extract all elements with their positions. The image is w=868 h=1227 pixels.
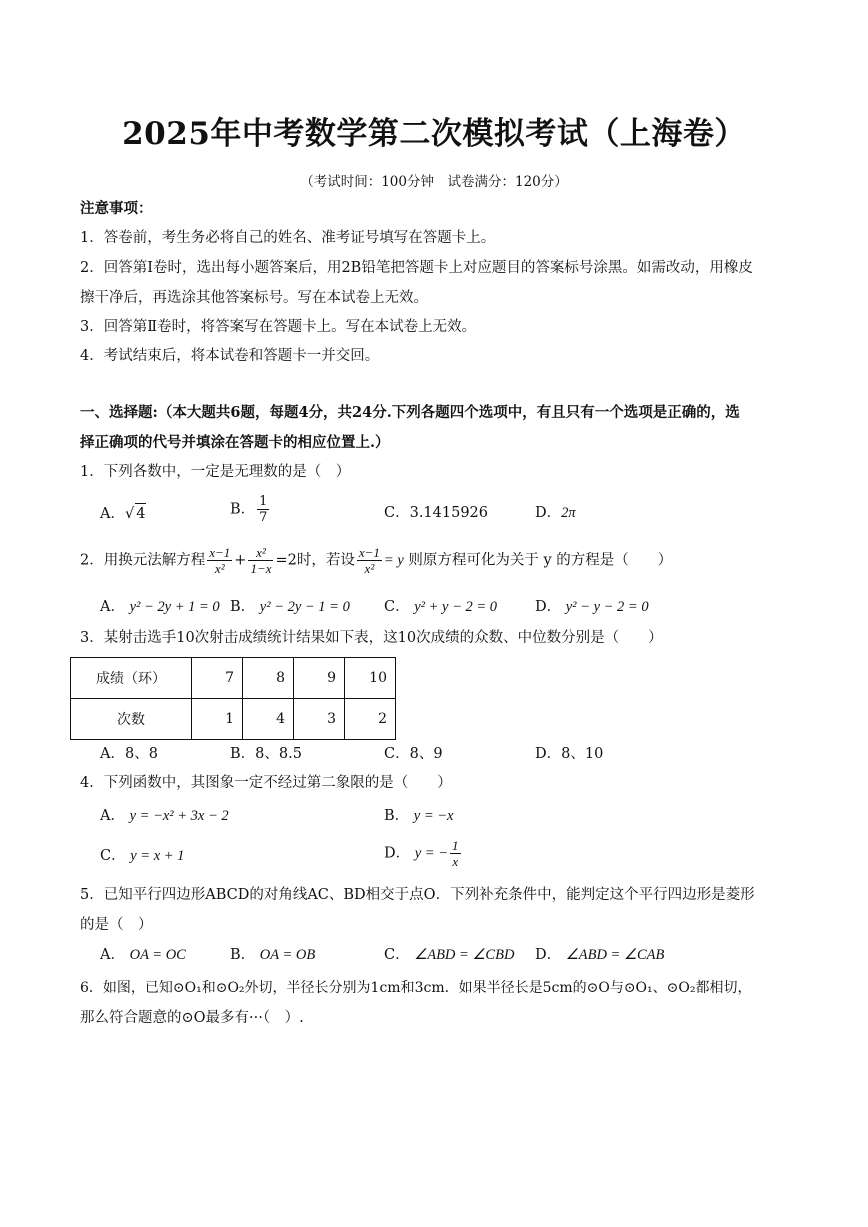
plus-sign: +	[234, 552, 247, 569]
math-expr: y = −	[414, 845, 449, 862]
radicand: 4	[135, 503, 146, 524]
q5-stem-line2: 的是（ ）	[80, 917, 153, 933]
q2-option-d	[535, 597, 649, 617]
q4-option-a	[100, 806, 229, 826]
q1-stem: 1．下列各数中，一定是无理数的是（ ）	[80, 464, 351, 480]
option-label: B．	[230, 599, 256, 615]
q2-stem	[80, 545, 672, 576]
math-expr: OA = OB	[259, 947, 316, 963]
table-cell: 1	[192, 699, 243, 740]
option-label: D．	[535, 599, 562, 615]
table-row	[71, 699, 396, 740]
page-title: 2025年中考数学第二次模拟考试（上海卷）	[122, 116, 746, 152]
fraction: $\frac{1}{7}$	[259, 494, 268, 525]
math-expr: = y	[383, 552, 404, 569]
q1-option-b	[230, 494, 271, 525]
q2-option-c	[384, 597, 497, 617]
option-label: B．	[230, 501, 256, 518]
q3-option-b: B．8、8.5	[230, 746, 302, 762]
fraction: $\frac{x-1}{\text{x²}}$	[209, 545, 231, 576]
option-label: A．	[100, 947, 125, 963]
q4-option-b	[384, 806, 453, 826]
notice-item-2: 2．回答第Ⅰ卷时，选出每小题答案后，用2B铅笔把答题卡上对应题目的答案标号涂黑。如需改动，用橡皮	[80, 260, 753, 276]
option-label: B．	[384, 808, 410, 824]
notice-item-4: 4．考试结束后，将本试卷和答题卡一并交回。	[80, 348, 380, 364]
q2-option-a	[100, 597, 220, 617]
table-cell: 9	[294, 658, 345, 699]
math-expr: 2π	[561, 505, 576, 521]
option-label: D．	[535, 505, 562, 521]
q5-option-c	[384, 945, 514, 965]
table-cell: 3	[294, 699, 345, 740]
stem-text: =2时，若设	[275, 552, 355, 569]
sqrt-symbol: √ 4	[125, 503, 146, 524]
math-expr: y = −x² + 3x − 2	[129, 808, 229, 824]
math-expr: ∠ABD = ∠CBD	[414, 947, 515, 963]
option-label: C．	[384, 947, 410, 963]
table-cell: 10	[345, 658, 396, 699]
option-label: D．	[384, 845, 411, 862]
math-expr: y² − 2y + 1 = 0	[129, 599, 220, 615]
q3-option-c: C．8、9	[384, 746, 443, 762]
q5-stem-line1: 5．已知平行四边形ABCD的对角线AC、BD相交于点O．下列补充条件中，能判定这个平行四边形是菱形	[80, 887, 755, 903]
q1-option-c: C．3.1415926	[384, 505, 489, 521]
q4-stem: 4．下列函数中，其图象一定不经过第二象限的是（ ）	[80, 775, 452, 791]
fraction: $\frac{\text{x²}}{1-x}$	[250, 545, 272, 576]
fraction: $\frac{1}{x}$	[452, 838, 459, 869]
q5-option-a	[100, 945, 186, 965]
table-row	[71, 658, 396, 699]
q1-option-d	[535, 503, 576, 523]
table-header-cell: 次数	[71, 699, 192, 740]
math-expr: y² − y − 2 = 0	[565, 599, 649, 615]
table-cell: 4	[243, 699, 294, 740]
math-expr: y² + y − 2 = 0	[414, 599, 498, 615]
q2-option-b	[230, 597, 350, 617]
q5-option-b	[230, 945, 315, 965]
score-table	[70, 657, 396, 740]
q4-option-d	[384, 838, 463, 869]
q6-stem-line1: 6．如图，已知⊙O₁和⊙O₂外切，半径长分别为1cm和3cm．如果半径长是5cm的⊙O与⊙O₁、⊙O₂都相切，	[80, 980, 752, 996]
math-expr: y = −x	[413, 808, 454, 824]
notice-item-1: 1．答卷前，考生务必将自己的姓名、准考证号填写在答题卡上。	[80, 230, 496, 246]
fraction: $\frac{x-1}{\text{x²}}$	[358, 545, 380, 576]
math-expr: ∠ABD = ∠CAB	[565, 947, 665, 963]
notice-item-3: 3．回答第Ⅱ卷时，将答案写在答题卡上。写在本试卷上无效。	[80, 319, 477, 335]
option-label: A．	[100, 599, 125, 615]
q5-option-d	[535, 945, 664, 965]
table-cell: 7	[192, 658, 243, 699]
section-heading-line1: 一、选择题:（本大题共6题，每题4分，共24分.下列各题四个选项中，有且只有一个选项是正确的，选	[80, 404, 740, 421]
notice-item-2-cont: 擦干净后，再选涂其他答案标号。写在本试卷上无效。	[80, 290, 428, 306]
q3-option-a: A．8、8	[100, 746, 158, 762]
table-cell: 2	[345, 699, 396, 740]
stem-text: 2．用换元法解方程	[80, 552, 206, 569]
notice-heading: 注意事项：	[80, 200, 153, 217]
q6-stem-line2: 那么符合题意的⊙O最多有···（ ）.	[80, 1010, 304, 1026]
option-label: A．	[100, 808, 125, 824]
option-label: C．	[100, 848, 126, 864]
table-cell: 8	[243, 658, 294, 699]
q3-stem: 3．某射击选手10次射击成绩统计结果如下表，这10次成绩的众数、中位数分别是（ ）	[80, 630, 663, 646]
section-heading-line2: 择正确项的代号并填涂在答题卡的相应位置上.）	[80, 434, 390, 451]
stem-text: 则原方程可化为关于 y 的方程是（ ）	[408, 552, 673, 569]
q1-option-a	[100, 503, 146, 524]
option-label: C．	[384, 599, 410, 615]
math-expr: y = x + 1	[130, 848, 185, 864]
q4-option-c	[100, 846, 184, 866]
math-expr: y² − 2y − 1 = 0	[259, 599, 350, 615]
table-header-cell: 成绩（环）	[71, 658, 192, 699]
option-label: B．	[230, 947, 256, 963]
exam-info: （考试时间：100分钟 试卷满分：120分）	[300, 174, 568, 190]
option-label: A．	[100, 506, 125, 522]
option-label: D．	[535, 947, 562, 963]
q3-option-d: D．8、10	[535, 746, 604, 762]
math-expr: OA = OC	[129, 947, 186, 963]
